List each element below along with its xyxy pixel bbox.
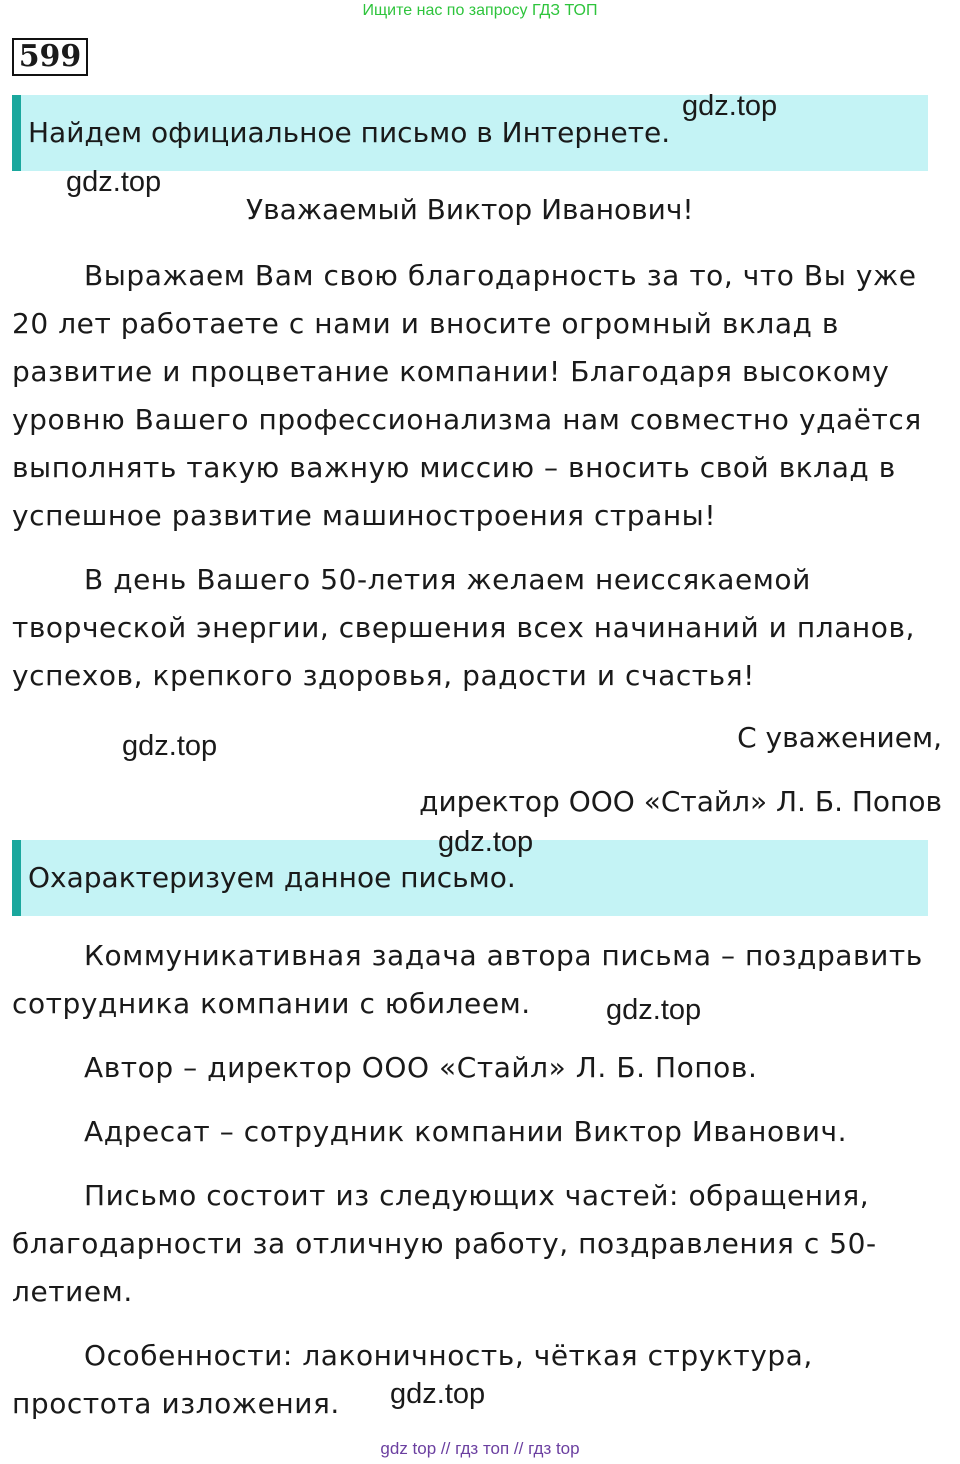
analysis-paragraph-features: Особенности: лаконичность, чёткая структура, простота изложения.: [12, 1339, 813, 1420]
footer-links: gdz top // гдз топ // гдз top: [380, 1439, 580, 1458]
letter-closing: С уважением,: [737, 721, 942, 754]
analysis-paragraph-task: Коммуникативная задача автора письма – поздравить сотрудника компании с юбилеем.: [12, 939, 923, 1020]
letter-signature: директор ООО «Стайл» Л. Б. Попов: [419, 785, 942, 818]
section-header-characterize: Охарактеризуем данное письмо.: [12, 840, 928, 916]
analysis-paragraph-author: Автор – директор ООО «Стайл» Л. Б. Попов.: [84, 1051, 758, 1084]
watermark: gdz.top: [66, 166, 162, 198]
letter-greeting: Уважаемый Виктор Иванович!: [246, 193, 694, 226]
watermark: gdz.top: [390, 1378, 486, 1410]
watermark: gdz.top: [122, 730, 218, 762]
task-number-badge: 599: [12, 38, 88, 76]
search-hint-banner: Ищите нас по запросу ГДЗ ТОП: [362, 2, 598, 19]
watermark: gdz.top: [438, 826, 534, 858]
analysis-paragraph-structure: Письмо состоит из следующих частей: обращения, благодарности за отличную работу, поздравления с 50-летием.: [12, 1179, 877, 1308]
letter-paragraph-wishes: В день Вашего 50-летия желаем неиссякаемой творческой энергии, свершения всех начинаний и планов, успехов, крепкого здоровья, радости и счастья!: [12, 563, 915, 692]
watermark: gdz.top: [682, 90, 778, 122]
letter-paragraph-gratitude: Выражаем Вам свою благодарность за то, что Вы уже 20 лет работаете с нами и вносите огромный вклад в развитие и процветание компании! Благодаря высокому уровню Вашего профессионализма нам совместно удаётся выполнять такую важную миссию – вносить свой вклад в успешное развитие машиностроения страны!: [12, 259, 922, 532]
analysis-paragraph-addressee: Адресат – сотрудник компании Виктор Иванович.: [84, 1115, 848, 1148]
watermark: gdz.top: [606, 994, 702, 1026]
section-header-find-letter: Найдем официальное письмо в Интернете.: [12, 95, 928, 171]
